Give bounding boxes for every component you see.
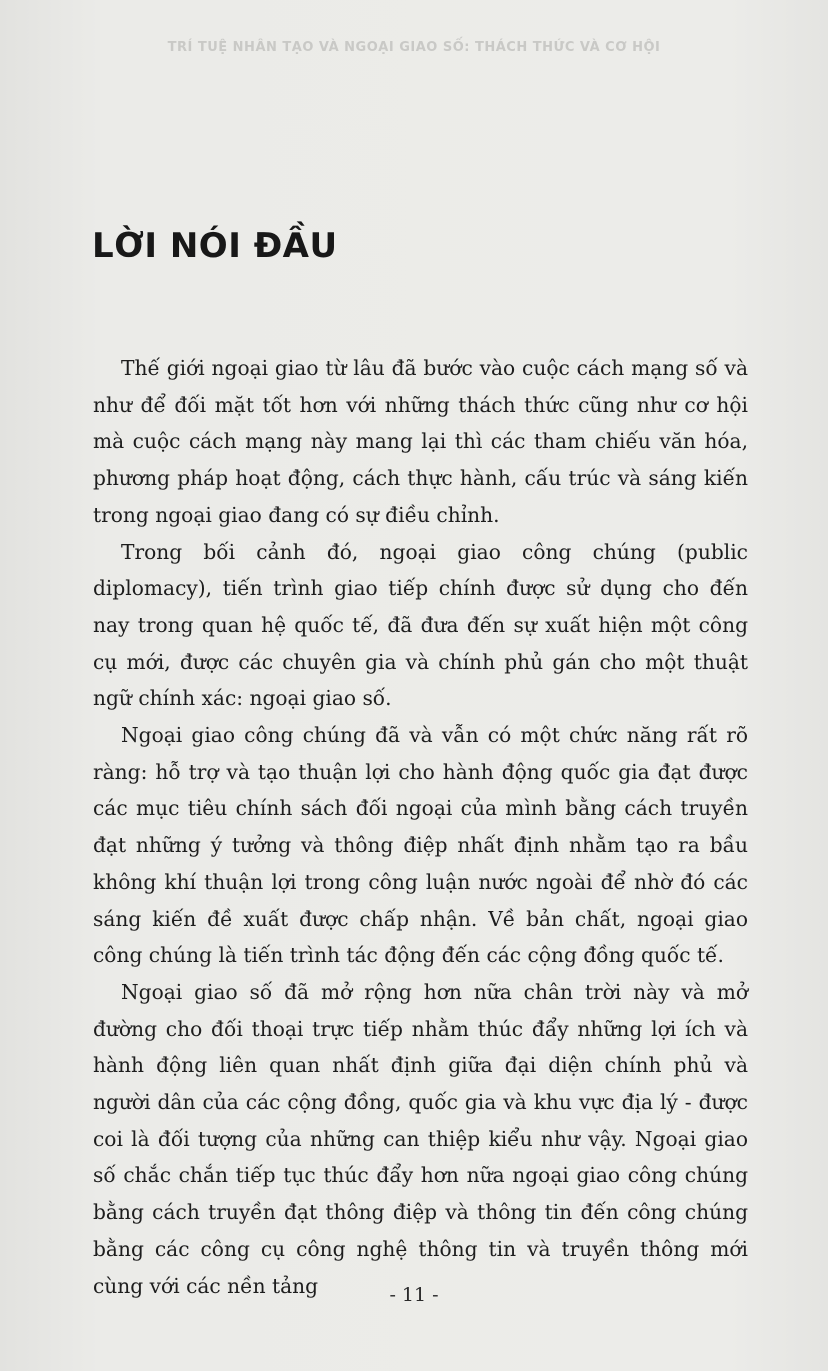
show-through-texture (110, 110, 810, 145)
paragraph-4: Ngoại giao số đã mở rộng hơn nữa chân trời này và mở đường cho đối thoại trực tiếp nhằm thúc đẩy những lợi ích và hành động liên quan nhất định giữa đại diện chính phủ và người dân của các cộng đồng, quốc gia và khu vực địa lý - được coi là đối tượng của những can thiệp kiểu như vậy. Ngoại giao số chắc chắn tiếp tục thúc đẩy hơn nữa ngoại giao công chúng bằng cách truyền đạt thông điệp và thông tin đến công chúng bằng các công cụ công nghệ thông tin và truyền thông mới cùng với các nền tảng (93, 979, 748, 1298)
running-header: TRÍ TUỆ NHÂN TẠO VÀ NGOẠI GIAO SỐ: THÁCH THỨC VÀ CƠ HỘI (167, 40, 661, 55)
paragraph-2: Trong bối cảnh đó, ngoại giao công chúng (public diplomacy), tiến trình giao tiếp chính được sử dụng cho đến nay trong quan hệ quốc tế, đã đưa đến sự xuất hiện một công cụ mới, được các chuyên gia và chính phủ gán cho một thuật ngữ chính xác: ngoại giao số. (93, 539, 748, 711)
paragraph-1: Thế giới ngoại giao từ lâu đã bước vào cuộc cách mạng số và như để đối mặt tốt hơn với những thách thức cũng như cơ hội mà cuộc cách mạng này mang lại thì các tham chiếu văn hóa, phương pháp hoạt động, cách thực hành, cấu trúc và sáng kiến trong ngoại giao đang có sự điều chỉnh. (93, 356, 748, 527)
page-title: LỜI NÓI ĐẦU (92, 226, 338, 266)
page-number: - 11 - (389, 1284, 439, 1306)
paragraph-3: Ngoại giao công chúng đã và vẫn có một chức năng rất rõ ràng: hỗ trợ và tạo thuận lợi cho hành động quốc gia đạt được các mục tiêu chính sách đối ngoại của mình bằng cách truyền đạt những ý tưởng và thông điệp nhất định nhằm tạo ra bầu không khí thuận lợi trong công luận nước ngoài để nhờ đó các sáng kiến đề xuất được chấp nhận. Về bản chất, ngoại giao công chúng là tiến trình tác động đến các cộng đồng quốc tế. (93, 723, 748, 968)
body-text (93, 350, 748, 1304)
